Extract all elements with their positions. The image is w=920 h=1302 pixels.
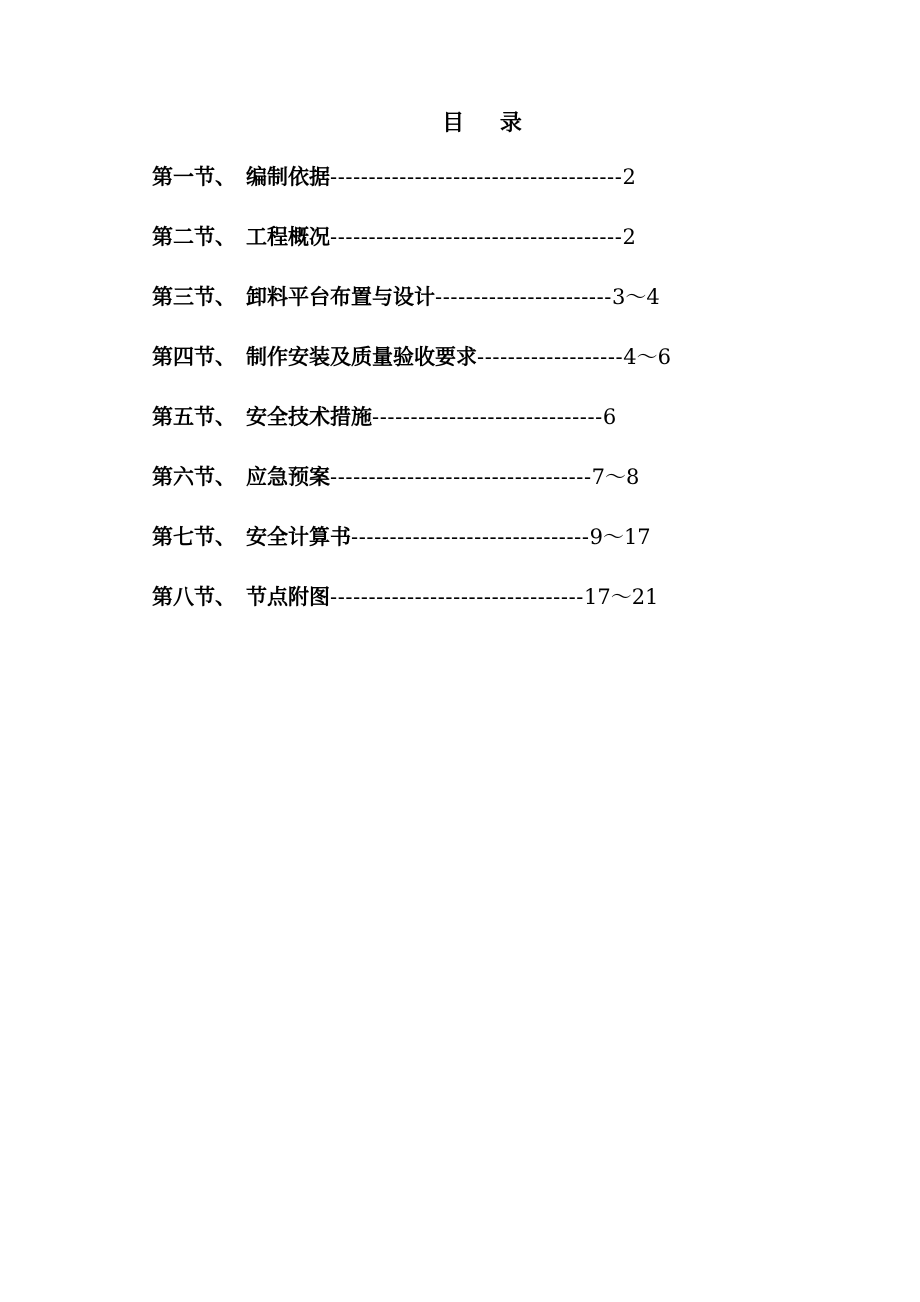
toc-section-title: 卸料平台布置与设计	[246, 284, 435, 309]
toc-section-title: 节点附图	[246, 584, 330, 609]
toc-section-title: 安全计算书	[246, 524, 351, 549]
toc-leader: ---------------------------------	[330, 585, 584, 609]
toc-leader: -------------------------------	[351, 525, 590, 549]
toc-separator: 、	[215, 524, 236, 549]
toc-page-number: 3～4	[612, 285, 660, 309]
toc-entry[interactable]	[152, 522, 651, 552]
toc-entry[interactable]	[152, 222, 636, 252]
toc-page-number: 9～17	[589, 525, 651, 549]
toc-title: 目 录	[442, 110, 528, 136]
toc-section-title: 应急预案	[246, 464, 330, 489]
toc-page-number: 7～8	[591, 465, 640, 489]
toc-separator: 、	[215, 344, 236, 369]
toc-section-title: 安全技术措施	[246, 404, 372, 429]
toc-section-title: 编制依据	[246, 164, 330, 189]
toc-section-title: 制作安装及质量验收要求	[246, 344, 477, 369]
toc-leader: -------------------	[477, 345, 624, 369]
toc-section-number: 第二节	[152, 224, 215, 249]
toc-entry[interactable]	[152, 462, 639, 492]
toc-separator: 、	[215, 284, 236, 309]
toc-page-number: 4～6	[623, 345, 671, 369]
toc-entry[interactable]	[152, 402, 616, 432]
toc-section-number: 第五节	[152, 404, 215, 429]
toc-section-title: 工程概况	[246, 224, 330, 249]
toc-section-number: 第六节	[152, 464, 215, 489]
toc-page-number: 6	[602, 405, 617, 429]
toc-leader: ------------------------------	[372, 405, 603, 429]
toc-page-number: 17～21	[583, 585, 659, 609]
toc-separator: 、	[215, 584, 236, 609]
toc-section-number: 第四节	[152, 344, 215, 369]
toc-section-number: 第七节	[152, 524, 215, 549]
toc-section-number: 第三节	[152, 284, 215, 309]
toc-entry[interactable]	[152, 162, 636, 192]
toc-separator: 、	[215, 404, 236, 429]
toc-leader: -----------------------	[435, 285, 613, 309]
toc-entry[interactable]	[152, 582, 658, 612]
toc-separator: 、	[215, 164, 236, 189]
toc-leader: ----------------------------------	[330, 465, 592, 489]
toc-entry[interactable]	[152, 282, 660, 312]
toc-page-number: 2	[622, 165, 636, 189]
toc-separator: 、	[215, 464, 236, 489]
toc-entry[interactable]	[152, 342, 671, 372]
toc-leader: --------------------------------------	[330, 225, 623, 249]
toc-page-number: 2	[622, 225, 636, 249]
toc-section-number: 第一节	[152, 164, 215, 189]
toc-leader: --------------------------------------	[330, 165, 623, 189]
toc-separator: 、	[215, 224, 236, 249]
toc-section-number: 第八节	[152, 584, 215, 609]
